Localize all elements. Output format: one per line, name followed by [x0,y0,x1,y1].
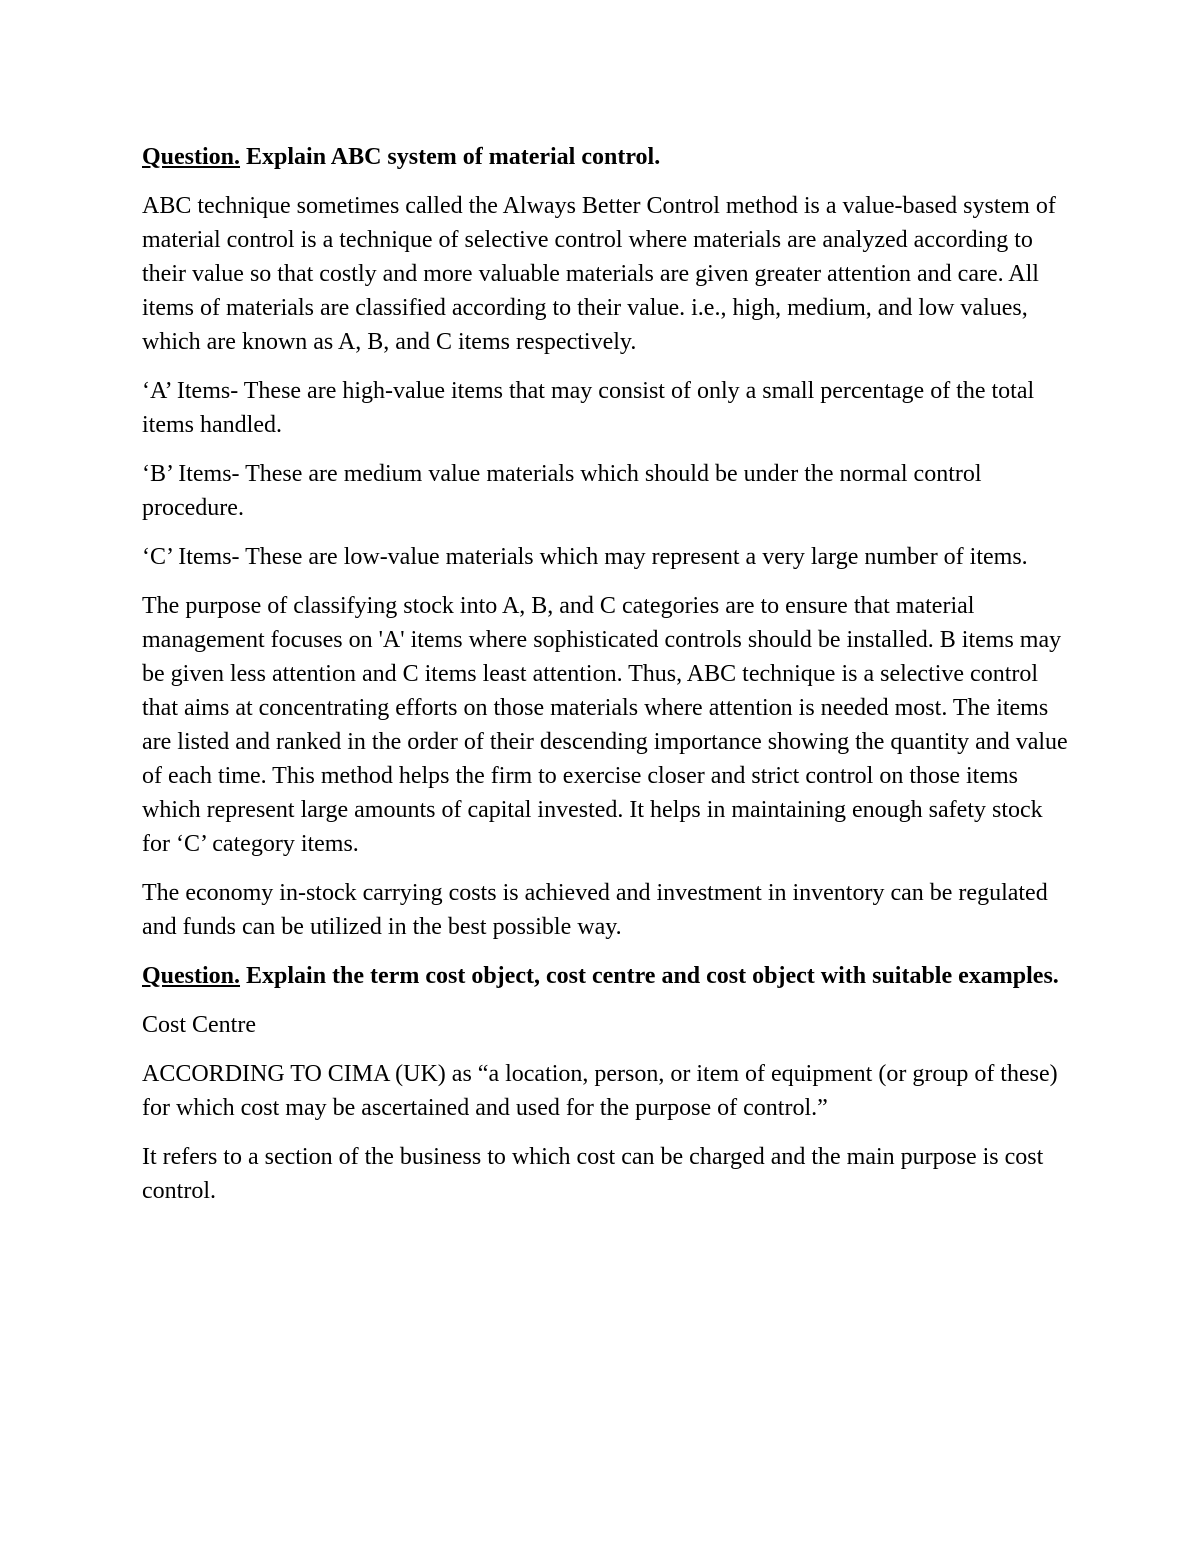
question-2-label: Question. [142,963,241,989]
economy-paragraph: The economy in-stock carrying costs is achieved and investment in inventory can be regulated and funds can be utilized in the best possible way. [142,880,1048,940]
a-items-paragraph: ‘A’ Items- These are high-value items that may consist of only a small percentage of the total items handled. [142,378,1035,438]
question-2-text: Explain the term cost object, cost centre and cost object with suitable examples. [240,963,1059,989]
abc-definition-paragraph: ABC technique sometimes called the Always Better Control method is a value-based system of material control is a technique of selective control where materials are analyzed according to their value so that costly and more valuable materials are given greater attention and care. All items of materials are classified according to their value. i.e., high, medium, and low values, which are known as A, B, and C items respectively. [142,193,1056,355]
cima-definition-paragraph: ACCORDING TO CIMA (UK) as “a location, person, or item of equipment (or group of these) for which cost may be ascertained and used for the purpose of control.” [142,1061,1058,1121]
c-items-paragraph: ‘C’ Items- These are low-value materials which may represent a very large number of items. [142,544,1028,570]
question-2-heading [142,959,1072,993]
question-1-label: Question. [142,144,241,170]
abc-purpose-paragraph: The purpose of classifying stock into A, B, and C categories are to ensure that material management focuses on 'A' items where sophisticated controls should be installed. B items may be given less attention and C items least attention. Thus, ABC technique is a selective control that aims at concentrating efforts on those materials where attention is needed most. The items are listed and ranked in the order of their descending importance showing the quantity and value of each time. This method helps the firm to exercise closer and strict control on those items which represent large amounts of capital invested. It helps in maintaining enough safety stock for ‘C’ category items. [142,593,1068,857]
cost-centre-heading: Cost Centre [142,1012,256,1038]
question-1-text: Explain ABC system of material control. [240,144,661,170]
b-items-paragraph: ‘B’ Items- These are medium value materials which should be under the normal control procedure. [142,461,982,521]
cost-centre-description-paragraph: It refers to a section of the business to which cost can be charged and the main purpose is cost control. [142,1144,1044,1204]
document-body [142,140,1072,1223]
question-1-heading [142,140,1072,174]
